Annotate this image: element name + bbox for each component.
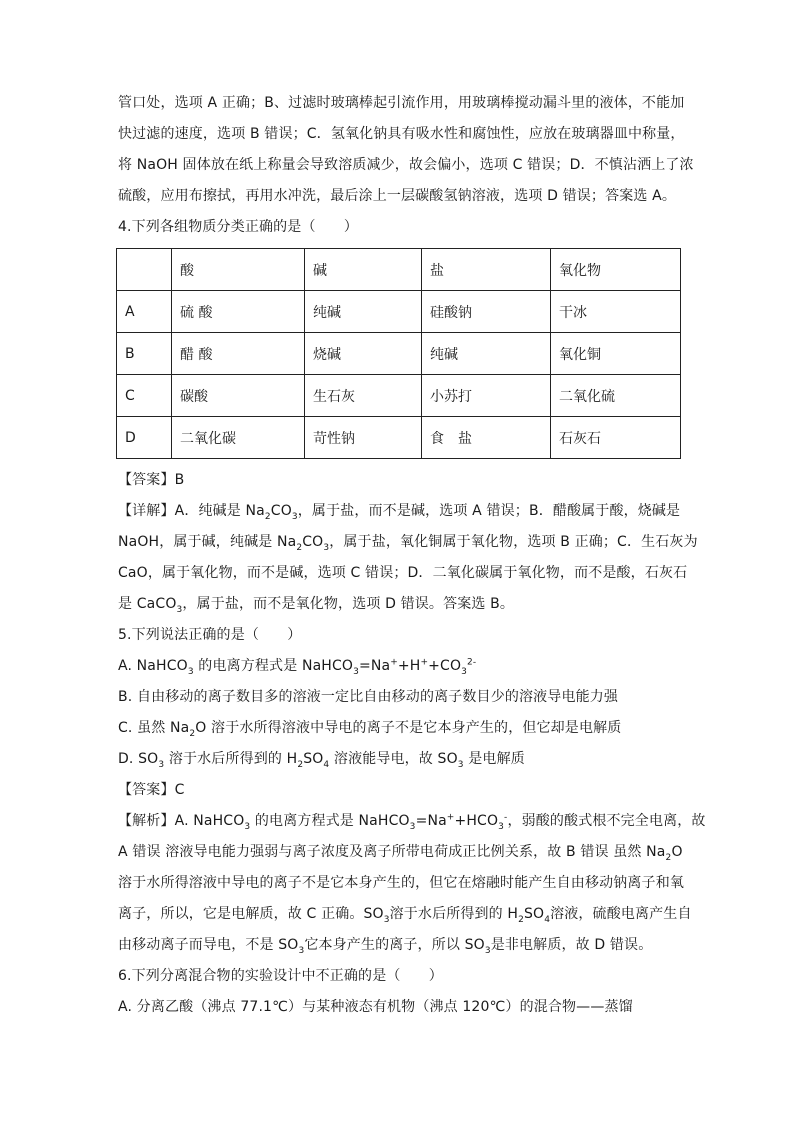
question-4-explanation-line: 是 CaCO$_3$，属于盐，而不是氧化物，选项 D 错误。答案选 B。 [118, 596, 515, 615]
question-5-analysis-line: 由移动离子而导电，不是 $SO_3$它本身产生的离子，所以 $SO_3$是非电解质，故 D 错误。 [118, 937, 653, 956]
table-cell: 二氧化硫 [551, 375, 681, 417]
table-cell: B [117, 333, 172, 375]
table-cell: 纯碱 [305, 291, 422, 333]
table-cell: 醋 酸 [172, 333, 305, 375]
question-5-analysis-line: 【解析】A. NaHCO$_3$ 的电离方程式是 $NaHCO_3=Na^++HCO_3^-$，弱酸的酸式根不完全电离，故 [118, 812, 706, 832]
table-cell: 石灰石 [551, 417, 681, 459]
question-4-explanation-line: 【详解】A．纯碱是 $Na_2CO_3$，属于盐，而不是碱，选项 A 错误；B．醋酸属于酸，烧碱是 [118, 503, 681, 522]
question-5-analysis-line: 溶于水所得溶液中导电的离子不是它本身产生的，但它在熔融时能产生自由移动钠离子和氧 [118, 875, 684, 891]
question-5-option-d: D. $SO_3$ 溶于水后所得到的 $H_2SO_4$ 溶液能导电，故 $SO_3$ 是电解质 [118, 751, 525, 770]
question-5-stem: 5.下列说法正确的是（ ） [118, 627, 302, 643]
question-5-analysis-line: 离子，所以，它是电解质，故 C 正确。$SO_3$溶于水后所得到的 $H_2SO_4$溶液，硫酸电离产生自 [118, 906, 692, 925]
question-5-option-b: B. 自由移动的离子数目多的溶液一定比自由移动的离子数目少的溶液导电能力强 [118, 689, 619, 705]
question-5-option-c: C. 虽然 $Na_2O$ 溶于水所得溶液中导电的离子不是它本身产生的，但它却是电解质 [118, 720, 622, 739]
table-header-cell: 碱 [305, 249, 422, 291]
document-page [118, 93, 706, 1028]
table-row [117, 333, 681, 375]
paragraph-line: 将 NaOH 固体放在纸上称量会导致溶质减少，故会偏小，选项 C 错误；D．不慎沾洒上了浓 [118, 157, 694, 173]
paragraph-line: 管口处，选项 A 正确；B、过滤时玻璃棒起引流作用，用玻璃棒搅动漏斗里的液体，不能加 [118, 95, 685, 111]
table-cell: 干冰 [551, 291, 681, 333]
table-cell: 碳酸 [172, 375, 305, 417]
question-5-option-a: A. NaHCO$_3$ 的电离方程式是 $NaHCO_3=Na^++H^++CO_3^{2-}$ [118, 657, 477, 677]
table-cell: 硅酸钠 [422, 291, 551, 333]
table-row [117, 291, 681, 333]
table-cell: 二氧化碳 [172, 417, 305, 459]
table-header-cell: 酸 [172, 249, 305, 291]
table-row [117, 417, 681, 459]
table-cell: 生石灰 [305, 375, 422, 417]
question-5-analysis-line: A 错误 溶液导电能力强弱与离子浓度及离子所带电荷成正比例关系，故 B 错误 虽然 $Na_2O$ [118, 844, 683, 863]
question-6-stem: 6.下列分离混合物的实验设计中不正确的是（ ） [118, 968, 443, 984]
table-cell: 氧化铜 [551, 333, 681, 375]
question-4-answer: 【答案】B [118, 472, 185, 488]
question-5-answer: 【答案】C [118, 782, 185, 798]
paragraph-line: 快过滤的速度，选项 B 错误；C．氢氧化钠具有吸水性和腐蚀性，应放在玻璃器皿中称量， [118, 126, 685, 142]
table-cell: D [117, 417, 172, 459]
table-cell: A [117, 291, 172, 333]
table-cell: 硫 酸 [172, 291, 305, 333]
paragraph-line: 硫酸，应用布擦拭，再用水冲洗，最后涂上一层碳酸氢钠溶液，选项 D 错误；答案选 A。 [118, 188, 677, 204]
table-cell: 苛性钠 [305, 417, 422, 459]
table-row [117, 375, 681, 417]
classification-table [116, 248, 681, 459]
table-cell: 小苏打 [422, 375, 551, 417]
question-4-explanation-line: NaOH，属于碱，纯碱是 $Na_2CO_3$，属于盐，氧化铜属于氧化物，选项 B 正确；C．生石灰为 [118, 534, 698, 553]
table-header-cell: 盐 [422, 249, 551, 291]
table-header-row [117, 249, 681, 291]
table-cell: 烧碱 [305, 333, 422, 375]
question-6-option-a: A. 分离乙酸（沸点 77.1℃）与某种液态有机物（沸点 120℃）的混合物——蒸馏 [118, 999, 633, 1015]
question-4-stem: 4.下列各组物质分类正确的是（ ） [118, 219, 359, 235]
table-cell: 纯碱 [422, 333, 551, 375]
table-header-cell [117, 249, 172, 291]
question-4-explanation-line: CaO，属于氧化物，而不是碱，选项 C 错误；D．二氧化碳属于氧化物，而不是酸，石灰石 [118, 565, 688, 581]
table-cell: C [117, 375, 172, 417]
table-cell: 食 盐 [422, 417, 551, 459]
table-header-cell: 氧化物 [551, 249, 681, 291]
